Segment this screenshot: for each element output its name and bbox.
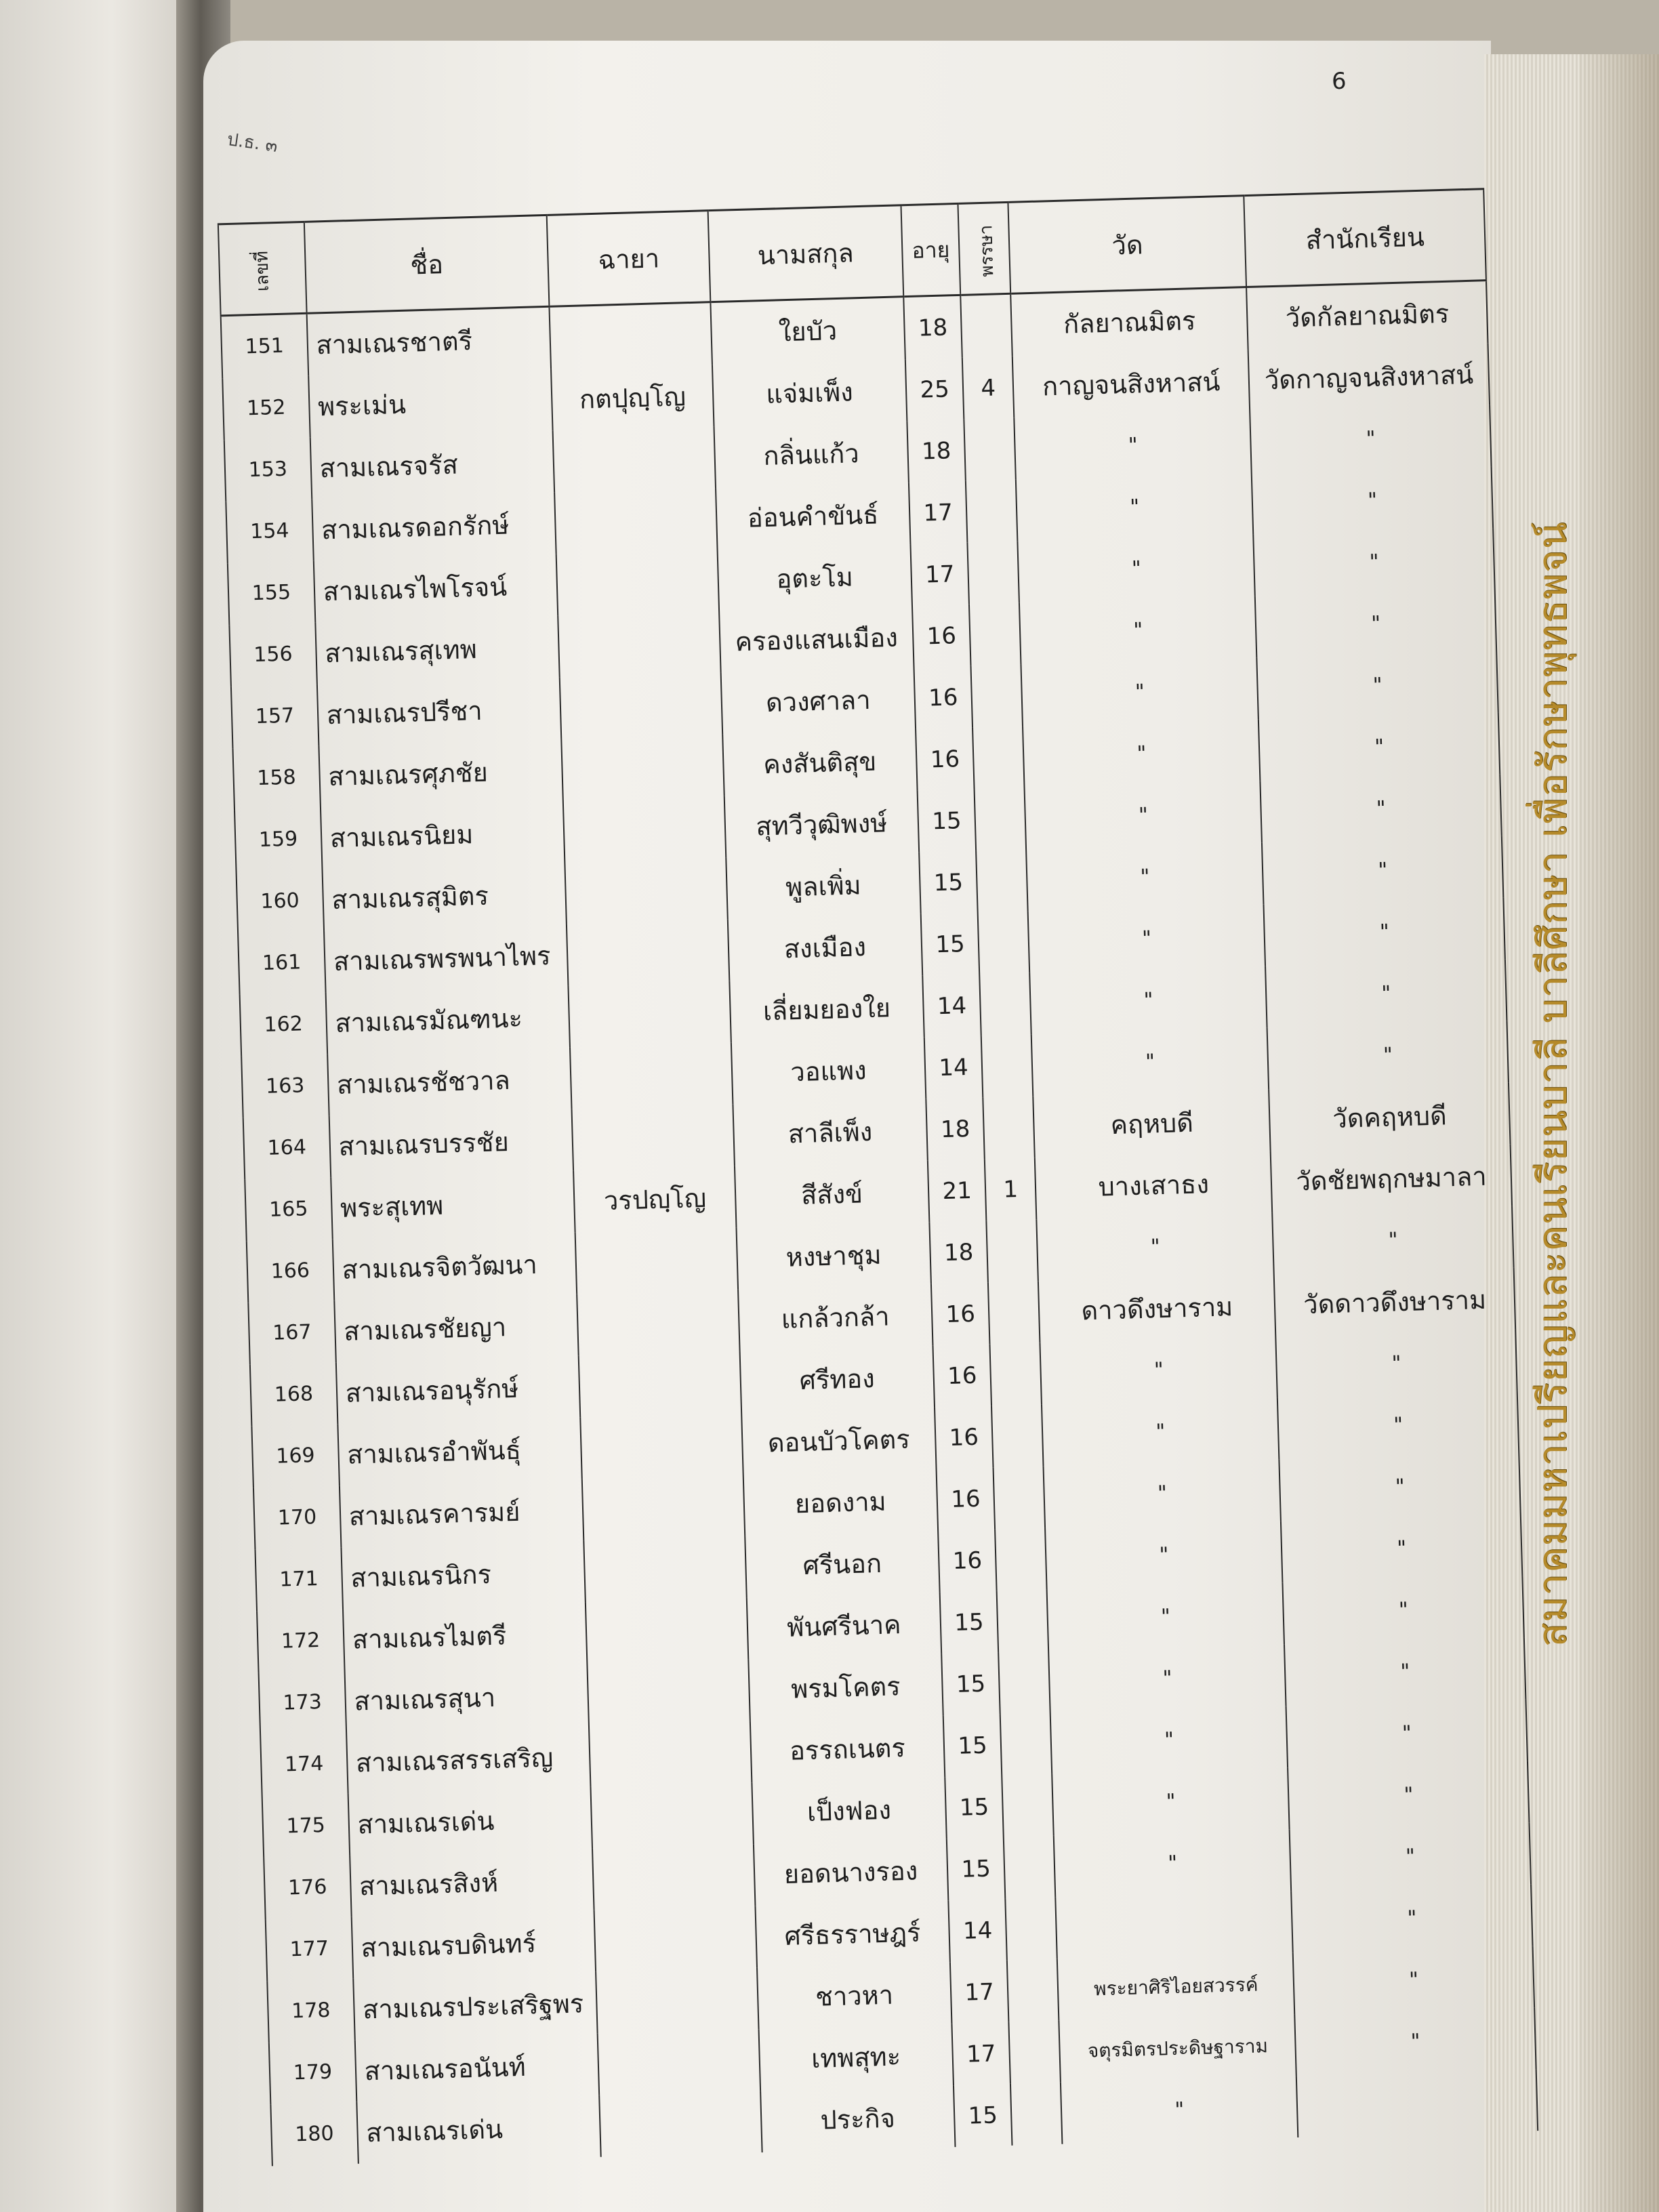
row-number: 166 xyxy=(247,1239,334,1303)
row-wat: " xyxy=(1050,1706,1288,1774)
row-wat: พระยาศิริไอยสวรรค์ xyxy=(1057,1952,1295,2021)
row-age: 17 xyxy=(909,481,968,544)
row-age: 18 xyxy=(926,1097,985,1160)
row-chaya xyxy=(558,611,721,678)
row-chaya xyxy=(591,1782,754,1849)
row-pansa xyxy=(960,293,1012,358)
row-number: 175 xyxy=(262,1794,350,1858)
row-age: 16 xyxy=(916,728,975,791)
row-number: 152 xyxy=(222,376,310,441)
row-school: " xyxy=(1279,1453,1521,1521)
row-number: 159 xyxy=(234,808,322,872)
row-name: สามเณรอนุรักษ์ xyxy=(335,1355,580,1424)
row-surname: สาลีเพ็ง xyxy=(733,1099,927,1166)
row-number: 169 xyxy=(251,1424,339,1488)
row-name: สามเณรชาตรี xyxy=(306,306,551,375)
row-chaya xyxy=(563,796,726,863)
row-surname: แจ่มเพ็ง xyxy=(712,359,907,426)
row-number: 176 xyxy=(264,1856,351,1920)
row-surname: พันศรีนาค xyxy=(747,1592,941,1659)
row-school: " xyxy=(1250,405,1492,473)
row-name: สามเณรสุมิตร xyxy=(322,862,567,930)
row-wat: " xyxy=(1025,781,1263,850)
row-chaya: วรปญฺโญ xyxy=(574,1166,737,1233)
row-wat: กัลยาณมิตร xyxy=(1010,287,1248,356)
row-number: 154 xyxy=(226,499,313,564)
row-name: สามเณรมัณฑนะ xyxy=(325,985,570,1054)
row-number: 170 xyxy=(253,1486,341,1550)
row-name: สามเณรเด่น xyxy=(348,1787,592,1856)
row-pansa xyxy=(976,849,1027,912)
row-age: 15 xyxy=(954,2084,1012,2147)
row-pansa xyxy=(998,1651,1050,1714)
left-page xyxy=(0,0,203,2212)
row-name: สามเณรไมตรี xyxy=(343,1602,588,1671)
row-pansa xyxy=(972,726,1024,790)
row-name: สามเณรเด่น xyxy=(356,2095,601,2164)
row-wat: บางเสาธง xyxy=(1035,1151,1273,1220)
watermark xyxy=(1508,461,1596,1708)
row-pansa xyxy=(983,1096,1035,1159)
row-school xyxy=(1296,2069,1538,2137)
row-number: 158 xyxy=(232,746,320,811)
row-school: " xyxy=(1254,528,1495,596)
row-surname: สงเมือง xyxy=(728,914,922,981)
row-number: 180 xyxy=(270,2102,358,2167)
row-school: วัดกาญจนสิงหาสน์ xyxy=(1248,343,1490,411)
row-pansa xyxy=(987,1219,1038,1282)
row-wat: " xyxy=(1014,411,1252,480)
row-chaya: กตปุญฺโญ xyxy=(551,365,714,431)
row-pansa xyxy=(1006,1898,1057,1961)
row-wat: " xyxy=(1021,658,1259,726)
row-number: 162 xyxy=(240,992,327,1057)
header-name: ชื่อ xyxy=(304,215,549,313)
row-age: 18 xyxy=(903,295,962,359)
row-pansa xyxy=(1009,2021,1061,2084)
row-wat: " xyxy=(1040,1336,1278,1404)
row-number: 164 xyxy=(243,1115,331,1180)
row-number: 157 xyxy=(231,684,319,749)
row-chaya xyxy=(562,735,724,801)
row-age: 16 xyxy=(935,1406,994,1469)
row-age: 18 xyxy=(907,419,966,483)
row-surname: เลี่ยมยองใย xyxy=(729,976,924,1043)
row-surname: อุตะโม xyxy=(717,544,912,611)
row-pansa xyxy=(1010,2083,1062,2146)
row-name: สามเณรประเสริฐพร xyxy=(353,1972,598,2041)
row-wat: " xyxy=(1031,1028,1269,1097)
row-wat: " xyxy=(1061,2076,1298,2144)
row-wat: " xyxy=(1048,1644,1286,1713)
row-wat: " xyxy=(1018,535,1256,603)
row-age: 15 xyxy=(939,1591,998,1654)
row-surname: ยอดงาม xyxy=(743,1469,938,1536)
row-school: " xyxy=(1276,1330,1517,1398)
row-surname: ศรีธรราษฎร์ xyxy=(755,1900,949,1967)
row-pansa xyxy=(979,972,1031,1036)
row-chaya xyxy=(570,1043,733,1109)
row-age: 16 xyxy=(914,666,972,729)
row-wat xyxy=(1055,1891,1293,1959)
row-surname: ศรีนอก xyxy=(745,1530,939,1597)
row-name: สามเณรไพโรจน์ xyxy=(313,554,558,623)
row-chaya xyxy=(581,1413,743,1479)
row-age: 14 xyxy=(948,1899,1007,1962)
row-surname: อ่อนคำขันธ์ xyxy=(716,483,910,550)
row-wat: คฤหบดี xyxy=(1033,1090,1271,1158)
row-number: 153 xyxy=(224,438,312,502)
row-name: สามเณรปรีชา xyxy=(317,678,562,746)
row-surname: ใยบัว xyxy=(710,297,905,365)
row-name: สามเณรอนันท์ xyxy=(354,2034,599,2102)
row-name: สามเณรนิยม xyxy=(321,801,565,869)
row-chaya xyxy=(577,1290,740,1356)
row-wat: " xyxy=(1029,966,1267,1035)
row-age: 16 xyxy=(931,1282,990,1345)
row-surname: ยอดนางรอง xyxy=(754,1839,948,1906)
row-wat: " xyxy=(1045,1521,1283,1589)
row-school: " xyxy=(1292,1884,1533,1952)
row-name: สามเณรสรรเสริญ xyxy=(346,1725,591,1794)
row-school: " xyxy=(1257,651,1498,720)
row-surname: ชาวหา xyxy=(757,1962,951,2029)
row-school: " xyxy=(1267,1021,1509,1090)
row-age: 17 xyxy=(950,1961,1009,2024)
row-wat: " xyxy=(1019,596,1257,665)
row-age: 15 xyxy=(943,1714,1002,1777)
row-age: 21 xyxy=(928,1159,987,1222)
row-school: " xyxy=(1258,713,1500,781)
row-wat: จตุรมิตรประดิษฐาราม xyxy=(1059,2014,1297,2083)
row-wat: " xyxy=(1047,1582,1285,1651)
row-name: สามเณรดอกรักษ์ xyxy=(312,493,556,561)
row-number: 171 xyxy=(255,1547,343,1612)
row-age: 15 xyxy=(945,1776,1004,1839)
row-school: " xyxy=(1290,1822,1531,1891)
row-number: 168 xyxy=(250,1362,337,1427)
header-surname: นามสกุล xyxy=(708,205,903,302)
row-surname: เป็งฟอง xyxy=(752,1777,946,1844)
row-age: 17 xyxy=(910,543,969,606)
row-wat: กาญจนสิงหาสน์ xyxy=(1012,350,1250,418)
row-pansa xyxy=(994,1466,1045,1529)
row-school: " xyxy=(1288,1761,1529,1829)
row-surname: ดวงศาลา xyxy=(721,668,916,735)
row-pansa xyxy=(969,603,1021,666)
row-pansa xyxy=(990,1343,1042,1406)
roster-table xyxy=(218,188,1538,2166)
row-number: 172 xyxy=(257,1609,344,1673)
row-school: " xyxy=(1283,1576,1524,1644)
row-pansa xyxy=(995,1528,1046,1591)
row-pansa: 4 xyxy=(962,356,1014,419)
row-chaya xyxy=(584,1536,747,1602)
row-surname: ศรีทอง xyxy=(740,1346,935,1413)
row-chaya xyxy=(569,981,731,1048)
row-pansa xyxy=(997,1589,1048,1652)
row-pansa xyxy=(988,1281,1040,1344)
row-surname: คงสันติสุข xyxy=(722,729,917,796)
row-surname: หงษาชุม xyxy=(736,1223,930,1290)
row-surname: แกล้วกล้า xyxy=(738,1284,933,1351)
row-name: สามเณรสุเทพ xyxy=(315,616,560,684)
row-number: 167 xyxy=(248,1300,335,1365)
row-surname: กลิ่นแก้ว xyxy=(714,421,908,488)
row-age: 14 xyxy=(924,1036,983,1099)
row-name: สามเณรคารมย์ xyxy=(340,1479,584,1547)
row-wat: " xyxy=(1042,1397,1279,1466)
row-number: 151 xyxy=(221,313,308,378)
row-age: 15 xyxy=(947,1837,1006,1900)
row-chaya xyxy=(560,673,722,739)
row-school: " xyxy=(1265,960,1507,1028)
row-surname: เทพสุทะ xyxy=(758,2024,953,2091)
row-pansa xyxy=(966,480,1017,543)
page-number: 6 xyxy=(1332,68,1347,95)
row-pansa xyxy=(1004,1836,1055,1899)
row-wat: " xyxy=(1016,473,1254,541)
row-school: " xyxy=(1286,1699,1528,1767)
row-school: วัดคฤหบดี xyxy=(1269,1083,1511,1151)
row-school: " xyxy=(1273,1206,1514,1275)
row-school: " xyxy=(1262,836,1503,905)
row-school: " xyxy=(1255,590,1496,658)
row-name: สามเณรสิงห์ xyxy=(350,1849,594,1917)
row-school: " xyxy=(1264,898,1505,966)
row-age: 15 xyxy=(919,851,978,914)
row-surname: ครองแสนเมือง xyxy=(719,606,914,673)
row-school: " xyxy=(1293,1946,1534,2014)
row-school: " xyxy=(1295,2007,1536,2076)
row-wat: " xyxy=(1044,1459,1282,1528)
row-pansa xyxy=(1002,1774,1054,1837)
header-pansa: พรรษา xyxy=(958,202,1011,295)
row-wat: ดาวดึงษาราม xyxy=(1038,1274,1276,1343)
row-wat: " xyxy=(1028,905,1266,973)
row-age: 18 xyxy=(929,1221,988,1284)
row-pansa xyxy=(1007,1959,1059,2022)
row-age: 16 xyxy=(912,605,971,668)
row-number: 155 xyxy=(228,561,315,626)
row-name: พระสุเทพ xyxy=(331,1170,575,1239)
row-name: พระเม่น xyxy=(308,369,553,438)
row-number: 178 xyxy=(267,1979,354,2043)
row-chaya xyxy=(600,2091,762,2157)
row-chaya xyxy=(596,1967,759,2034)
row-chaya xyxy=(565,858,728,924)
row-chaya xyxy=(598,2029,760,2095)
row-number: 165 xyxy=(245,1177,332,1242)
row-chaya xyxy=(567,920,729,986)
row-chaya xyxy=(575,1228,738,1294)
row-name: สามเณรชัยญา xyxy=(334,1294,579,1362)
row-pansa xyxy=(1000,1713,1052,1776)
row-pansa: 1 xyxy=(985,1158,1036,1221)
row-surname: พูลเพิ่ม xyxy=(726,853,920,920)
row-number: 174 xyxy=(260,1732,348,1797)
row-surname: วอแพง xyxy=(731,1038,926,1105)
row-name: สามเณรจรัส xyxy=(310,431,554,499)
row-school: " xyxy=(1252,466,1493,535)
row-school: วัดดาวดึงษาราม xyxy=(1274,1268,1515,1336)
row-wat: " xyxy=(1026,843,1264,912)
row-name: สามเณรชัชวาล xyxy=(327,1047,572,1115)
row-surname: สุทวีวุฒิพงษ์ xyxy=(724,791,919,858)
row-pansa xyxy=(964,418,1016,481)
row-school: " xyxy=(1277,1391,1519,1460)
row-number: 173 xyxy=(259,1671,346,1735)
row-name: สามเณรบรรชัย xyxy=(329,1109,573,1177)
row-name: สามเณรนิกร xyxy=(341,1540,586,1609)
row-surname: สีสังข์ xyxy=(735,1161,929,1228)
row-pansa xyxy=(981,1034,1033,1097)
roster-table-wrap xyxy=(203,167,1580,2211)
row-age: 15 xyxy=(917,790,976,853)
row-name: สามเณรสุนา xyxy=(344,1664,589,1732)
header-number: เลขที่ xyxy=(218,222,306,315)
row-name: สามเณรพรพนาไพร xyxy=(324,924,569,992)
row-pansa xyxy=(978,911,1029,974)
row-age: 14 xyxy=(922,974,981,1037)
row-chaya xyxy=(572,1105,735,1171)
row-age: 15 xyxy=(941,1652,1000,1715)
row-name: สามเณรจิตวัฒนา xyxy=(332,1232,577,1300)
row-school: วัดกัลยาณมิตร xyxy=(1246,281,1488,350)
row-wat: " xyxy=(1052,1767,1290,1836)
row-age: 17 xyxy=(951,2022,1010,2085)
row-chaya xyxy=(588,1659,750,1725)
row-name: สามเณรบดินทร์ xyxy=(351,1910,596,1979)
row-surname: อรรถเนตร xyxy=(750,1715,945,1782)
row-chaya xyxy=(556,550,719,616)
row-pansa xyxy=(975,788,1026,851)
row-chaya xyxy=(592,1844,755,1910)
row-wat: " xyxy=(1023,720,1261,788)
row-number: 177 xyxy=(266,1917,353,1982)
row-chaya xyxy=(550,302,712,369)
row-pansa xyxy=(991,1404,1043,1467)
row-pansa xyxy=(968,541,1019,605)
row-surname: ประกิจ xyxy=(760,2085,955,2152)
header-wat: วัด xyxy=(1008,196,1247,294)
row-name: สามเณรอำพันธุ์ xyxy=(337,1417,582,1486)
row-school: " xyxy=(1284,1637,1525,1706)
corner-label: ป.ธ. ๓ xyxy=(226,129,279,157)
row-age: 16 xyxy=(933,1344,991,1407)
row-age: 15 xyxy=(921,912,980,975)
watermark-text: สมาคมมหาเปรียญและคนเรียนบาลี บาลีศึกษา เพื่อรักษาพุทธพจน์ xyxy=(1529,521,1576,1647)
row-number: 160 xyxy=(237,869,324,933)
row-pansa xyxy=(971,665,1023,728)
row-chaya xyxy=(555,488,718,554)
row-school: " xyxy=(1281,1514,1522,1582)
row-chaya xyxy=(553,426,716,493)
row-name: สามเณรศุภชัย xyxy=(319,739,563,808)
row-surname: ดอนบัวโคตร xyxy=(741,1408,936,1475)
row-wat: " xyxy=(1036,1213,1274,1282)
header-chaya: ฉายา xyxy=(547,211,710,307)
row-chaya xyxy=(589,1721,752,1787)
row-school: " xyxy=(1261,775,1502,843)
row-number: 156 xyxy=(229,623,316,687)
row-surname: พรมโคตร xyxy=(748,1654,943,1721)
row-age: 25 xyxy=(905,358,964,421)
row-number: 161 xyxy=(238,930,325,995)
row-number: 179 xyxy=(269,2041,356,2105)
header-school: สำนักเรียน xyxy=(1244,189,1486,287)
row-age: 16 xyxy=(936,1467,995,1530)
row-age: 16 xyxy=(938,1529,997,1592)
row-chaya xyxy=(586,1597,748,1664)
row-chaya xyxy=(594,1906,757,1972)
row-chaya xyxy=(579,1351,741,1418)
header-age: อายุ xyxy=(901,203,960,296)
row-chaya xyxy=(582,1474,745,1540)
row-number: 163 xyxy=(241,1054,329,1118)
row-wat: " xyxy=(1054,1829,1292,1898)
row-school: วัดชัยพฤกษมาลา xyxy=(1271,1145,1512,1213)
